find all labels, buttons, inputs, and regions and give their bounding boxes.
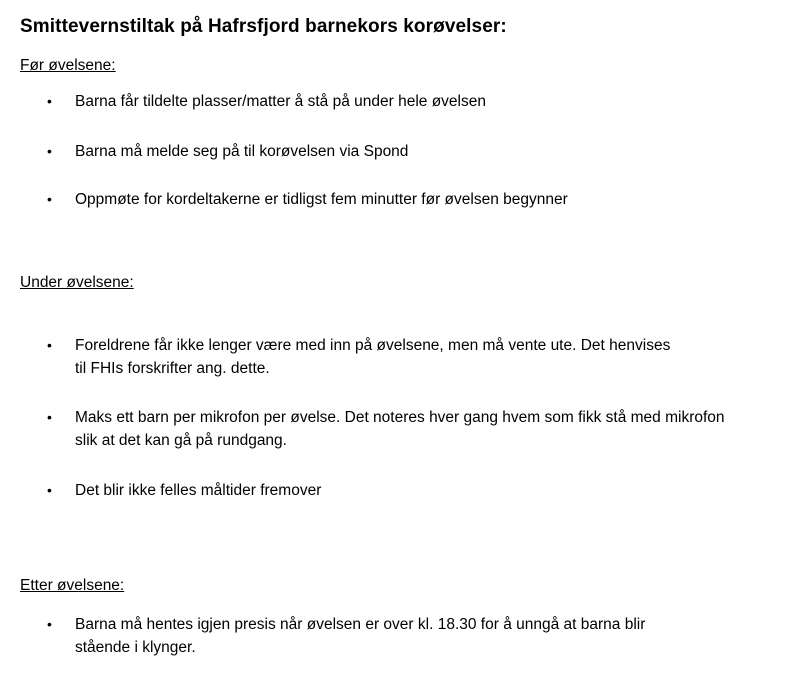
list-item-text: Maks ett barn per mikrofon per øvelse. Det noteres hver gang hvem som fikk stå med mikrofon slik at det kan gå på rundgang. bbox=[75, 409, 725, 449]
bullet-point: • bbox=[47, 191, 52, 207]
list-item-text: Foreldrene får ikke lenger være med inn på øvelsene, men må vente ute. Det henvises til FHIs forskrifter ang. dette. bbox=[75, 337, 671, 377]
section-heading-after: Etter øvelsene: bbox=[20, 577, 125, 594]
document-title: Smittevernstiltak på Hafrsfjord barnekors korøvelser: bbox=[20, 16, 507, 37]
list-item-text: Barna må hentes igjen presis når øvelsen er over kl. 18.30 for å unngå at barna blir stående i klynger. bbox=[75, 616, 646, 656]
list-item-text: Barna får tildelte plasser/matter å stå på under hele øvelsen bbox=[75, 93, 486, 110]
bullet-point: • bbox=[47, 143, 52, 159]
bullet-point: • bbox=[47, 616, 52, 632]
bullet-point: • bbox=[47, 93, 52, 109]
bullet-point: • bbox=[47, 337, 52, 353]
list-item-text: Oppmøte for kordeltakerne er tidligst fem minutter før øvelsen begynner bbox=[75, 191, 568, 208]
section-heading-before: Før øvelsene: bbox=[20, 57, 116, 74]
bullet-point: • bbox=[47, 409, 52, 425]
section-heading-during: Under øvelsene: bbox=[20, 274, 134, 291]
bullet-point: • bbox=[47, 482, 52, 498]
list-item-text: Det blir ikke felles måltider fremover bbox=[75, 482, 322, 499]
list-item-text: Barna må melde seg på til korøvelsen via Spond bbox=[75, 143, 409, 160]
